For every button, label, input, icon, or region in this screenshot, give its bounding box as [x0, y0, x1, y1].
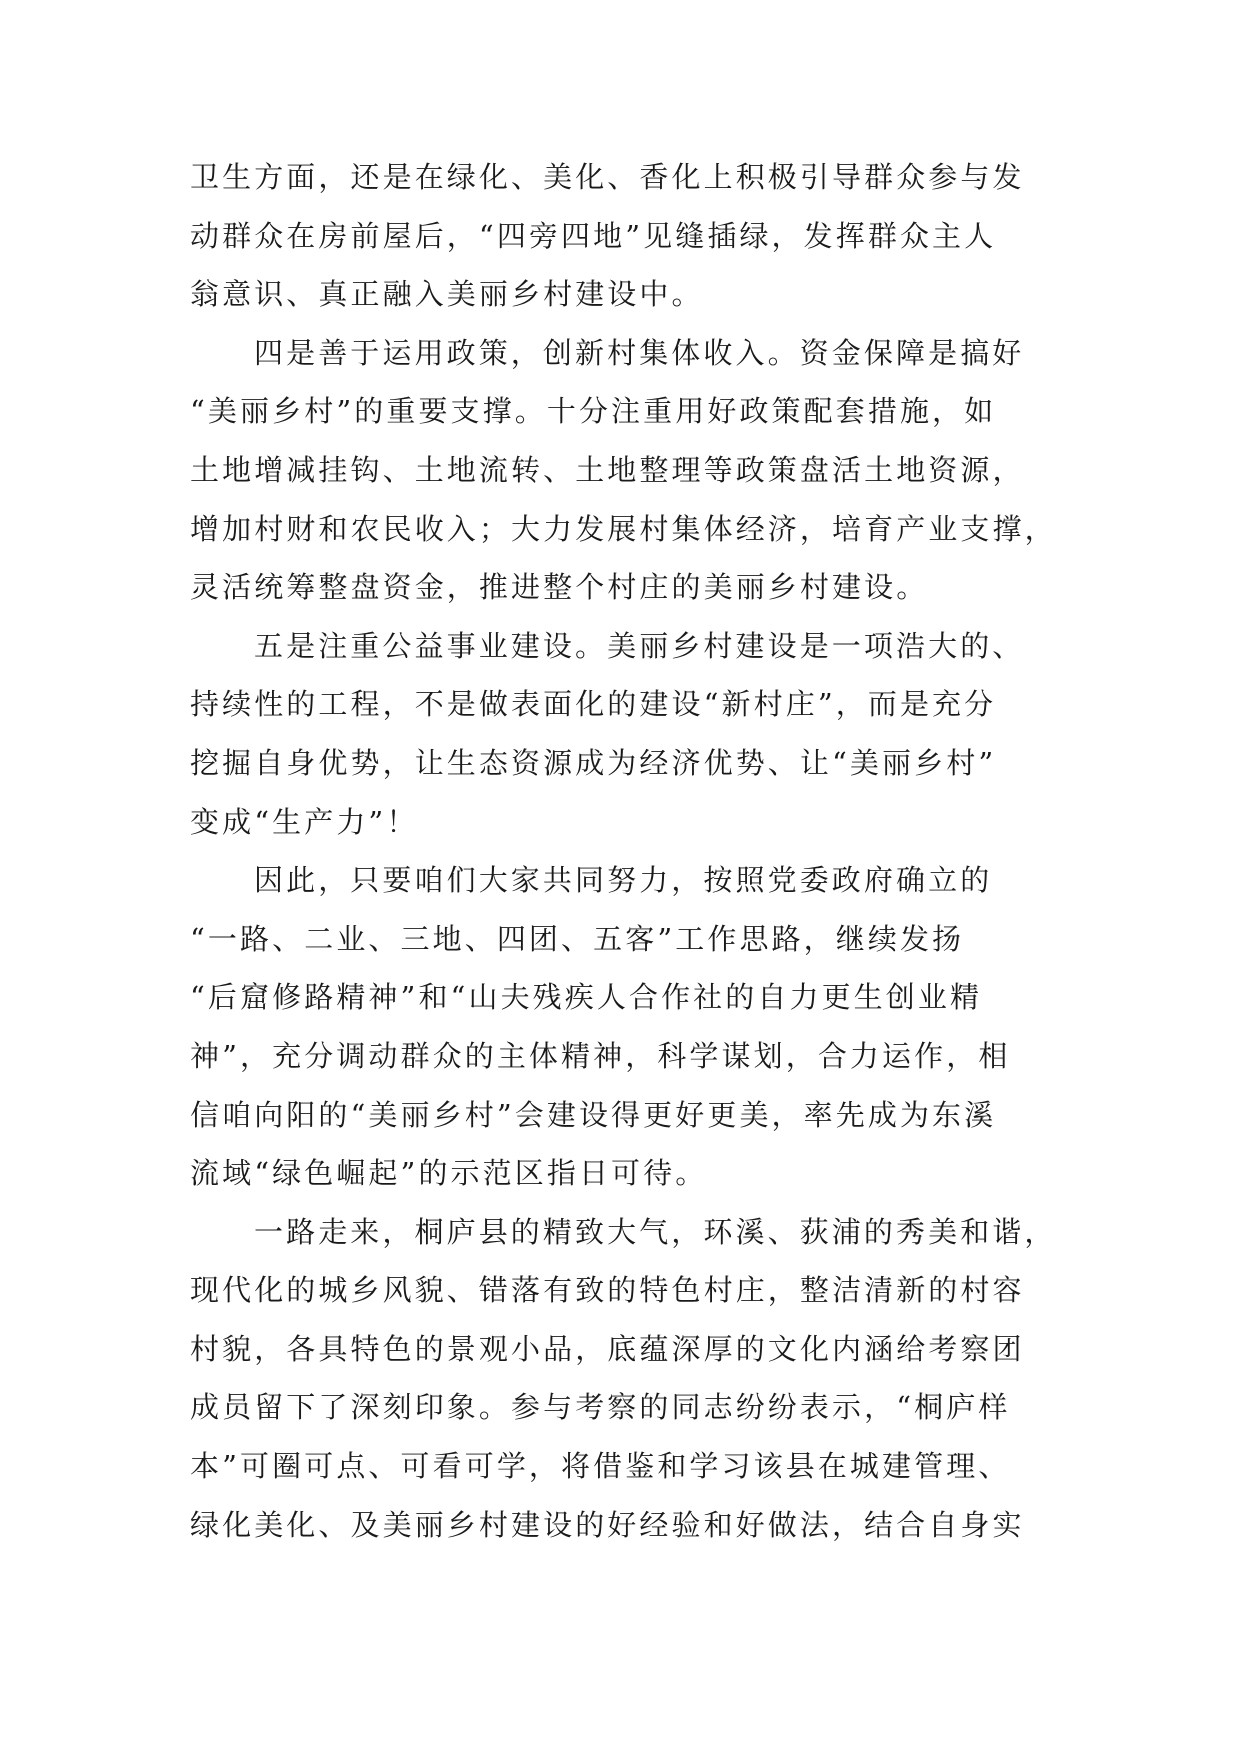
- text-line: 挖掘自身优势，让生态资源成为经济优势、让“美丽乡村”: [190, 745, 997, 780]
- text-line: 绿化美化、及美丽乡村建设的好经验和好做法，结合自身实: [190, 1507, 1025, 1542]
- text-line: 持续性的工程，不是做表面化的建设“新村庄”，而是充分: [190, 687, 997, 722]
- paragraph-first-line: 因此，只要咱们大家共同努力，按照党委政府确立的: [254, 863, 993, 898]
- paragraph-first-line: 一路走来，桐庐县的精致大气，环溪、荻浦的秀美和谐，: [254, 1214, 1057, 1249]
- text-line: 土地增减挂钩、土地流转、土地整理等政策盘活土地资源，: [190, 452, 1025, 487]
- paragraph-first-line: 四是善于运用政策，创新村集体收入。资金保障是搞好: [254, 335, 1025, 370]
- text-line: 流域“绿色崛起”的示范区指日可待。: [190, 1156, 708, 1191]
- text-line: 信咱向阳的“美丽乡村”会建设得更好更美，率先成为东溪: [190, 1097, 997, 1132]
- text-line: 动群众在房前屋后，“四旁四地”见缝插绿，发挥群众主人: [190, 218, 997, 253]
- text-line: 灵活统筹整盘资金，推进整个村庄的美丽乡村建设。: [190, 570, 929, 605]
- text-line: 现代化的城乡风貌、错落有致的特色村庄，整洁清新的村容: [190, 1273, 1025, 1308]
- body-text: [190, 148, 1057, 1554]
- text-line: 增加村财和农民收入；大力发展村集体经济，培育产业支撑，: [190, 511, 1057, 546]
- text-line: “后窟修路精神”和“山夫残疾人合作社的自力更生创业精: [190, 980, 983, 1015]
- text-line: 本”可圈可点、可看可学，将借鉴和学习该县在城建管理、: [190, 1449, 1011, 1484]
- text-line: 翁意识、真正融入美丽乡村建设中。: [190, 277, 704, 312]
- text-line: 卫生方面，还是在绿化、美化、香化上积极引导群众参与发: [190, 160, 1025, 194]
- paragraph-first-line: 五是注重公益事业建设。美丽乡村建设是一项浩大的、: [254, 628, 1025, 663]
- text-line: “美丽乡村”的重要支撑。十分注重用好政策配套措施，如: [190, 394, 997, 429]
- text-line: “一路、二业、三地、四团、五客”工作思路，继续发扬: [190, 921, 965, 956]
- text-line: 成员留下了深刻印象。参与考察的同志纷纷表示，“桐庐样: [190, 1390, 1011, 1425]
- text-line: 神”，充分调动群众的主体精神，科学谋划，合力运作，相: [190, 1038, 1011, 1073]
- text-line: 变成“生产力”！: [190, 804, 419, 839]
- text-line: 村貌，各具特色的景观小品，底蕴深厚的文化内涵给考察团: [190, 1331, 1025, 1366]
